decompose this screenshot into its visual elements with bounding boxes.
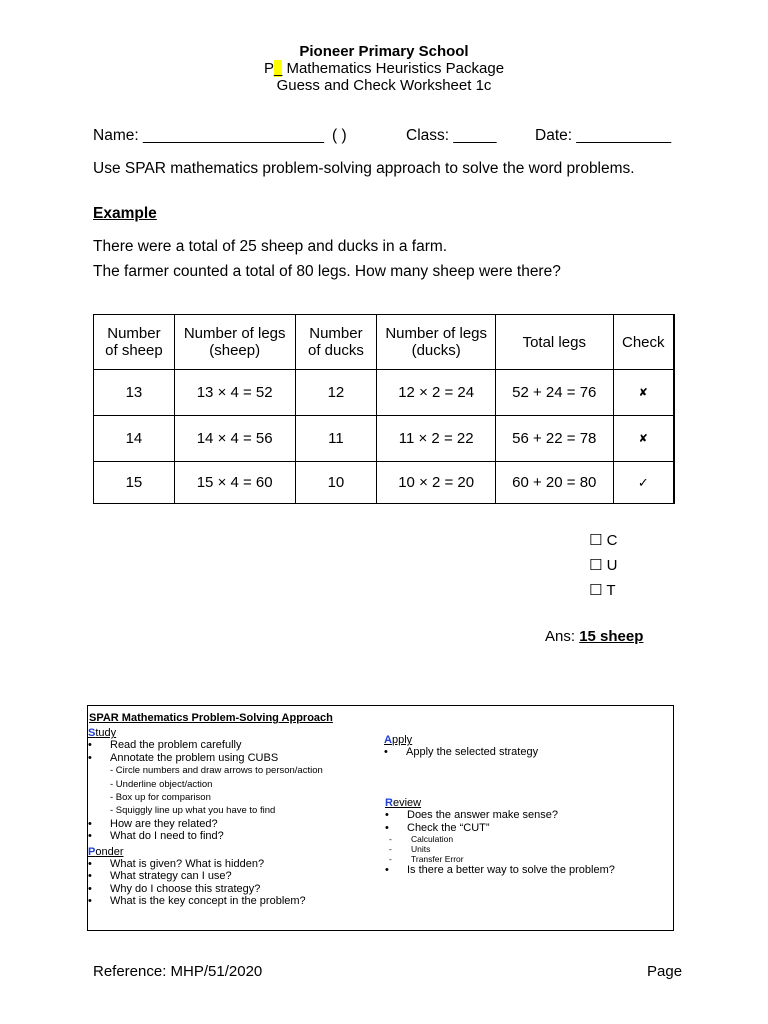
cross-mark-icon: ✘	[613, 370, 674, 416]
check-mark-icon: ✓	[613, 462, 674, 504]
answer-line	[545, 628, 643, 645]
table-cell: 52 + 24 = 76	[496, 370, 614, 416]
table-row	[94, 462, 675, 504]
list-item: • Does the answer make sense?	[385, 809, 670, 821]
col-header-ducks: Number of ducks	[295, 315, 377, 370]
list-item: - Box up for comparison	[110, 792, 211, 804]
level-highlight: _	[273, 60, 283, 77]
worksheet-title: Guess and Check Worksheet 1c	[276, 77, 492, 94]
list-item: • What do I need to find?	[88, 830, 378, 842]
answer-label: Ans:	[545, 628, 580, 645]
spar-left-column	[88, 727, 378, 908]
name-field: Name: _____________________	[93, 127, 324, 144]
col-header-sheep: Number of sheep	[94, 315, 175, 370]
table-cell: 11 × 2 = 22	[377, 416, 496, 462]
table-cell: 12	[295, 370, 377, 416]
guess-check-table	[93, 314, 675, 504]
list-item: • What strategy can I use?	[88, 870, 378, 882]
spar-title: SPAR Mathematics Problem-Solving Approach	[89, 712, 333, 724]
list-item: • What is given? What is hidden?	[88, 858, 378, 870]
package-suffix: Mathematics Heuristics Package	[282, 60, 505, 77]
table-cell: 15 × 4 = 60	[174, 462, 295, 504]
ponder-heading: Ponder	[88, 845, 124, 858]
checkbox-calculation[interactable]: ☐ C	[589, 532, 618, 549]
list-item: • What is the key concept in the problem?	[88, 895, 378, 907]
answer-value: 15 sheep	[579, 628, 644, 645]
checkbox-transfer[interactable]: ☐ T	[589, 582, 616, 599]
list-item: - Calculation	[389, 834, 454, 845]
table-cell: 14	[94, 416, 175, 462]
example-heading: Example	[93, 205, 157, 222]
table-cell: 13	[94, 370, 175, 416]
reference-code: Reference: MHP/51/2020	[93, 963, 263, 980]
col-header-duck-legs: Number of legs (ducks)	[377, 315, 496, 370]
list-item: • How are they related?	[88, 818, 378, 830]
table-row	[94, 370, 675, 416]
apply-heading: Apply	[384, 734, 413, 746]
spar-apply-section	[384, 734, 669, 759]
list-item: • Check the “CUT”	[385, 822, 670, 834]
list-item: • Is there a better way to solve the problem?	[385, 864, 670, 876]
list-item: - Underline object/action	[110, 778, 213, 790]
package-prefix: P	[263, 60, 274, 77]
list-item: • Why do I choose this strategy?	[88, 883, 378, 895]
page-label: Page	[647, 963, 683, 980]
spar-review-section	[385, 797, 670, 877]
list-item: • Read the problem carefully	[88, 739, 378, 751]
list-item: • Apply the selected strategy	[384, 746, 669, 758]
question-line-1: There were a total of 25 sheep and ducks in a farm.	[93, 238, 448, 255]
date-field: Date: ___________	[535, 127, 672, 144]
list-item: - Squiggly line up what you have to find	[110, 805, 276, 817]
table-row	[94, 416, 675, 462]
checkbox-units[interactable]: ☐ U	[589, 557, 618, 574]
question-line-2: The farmer counted a total of 80 legs. How many sheep were there?	[93, 263, 561, 280]
spar-approach-box	[87, 705, 674, 931]
list-item: - Units	[389, 844, 431, 855]
table-cell: 11	[295, 416, 377, 462]
table-header-row	[94, 315, 675, 370]
col-header-check: Check	[613, 315, 674, 370]
study-heading: Study	[88, 727, 117, 739]
list-item: - Transfer Error	[389, 854, 464, 865]
table-cell: 10 × 2 = 20	[377, 462, 496, 504]
col-header-total-legs: Total legs	[496, 315, 614, 370]
class-field: Class: _____	[406, 127, 497, 144]
list-item: - Circle numbers and draw arrows to person/action	[110, 765, 323, 777]
table-cell: 10	[295, 462, 377, 504]
table-cell: 56 + 22 = 78	[496, 416, 614, 462]
register-number-field: ( )	[332, 127, 347, 144]
table-cell: 14 × 4 = 56	[174, 416, 295, 462]
table-cell: 12 × 2 = 24	[377, 370, 496, 416]
cross-mark-icon: ✘	[613, 416, 674, 462]
table-cell: 13 × 4 = 52	[174, 370, 295, 416]
list-item: • Annotate the problem using CUBS	[88, 752, 378, 764]
instruction: Use SPAR mathematics problem-solving approach to solve the word problems.	[93, 160, 635, 177]
package-title	[0, 60, 768, 77]
table-cell: 60 + 20 = 80	[496, 462, 614, 504]
table-cell: 15	[94, 462, 175, 504]
school-name: Pioneer Primary School	[299, 43, 469, 60]
review-heading: Review	[385, 797, 422, 809]
col-header-sheep-legs: Number of legs (sheep)	[174, 315, 295, 370]
